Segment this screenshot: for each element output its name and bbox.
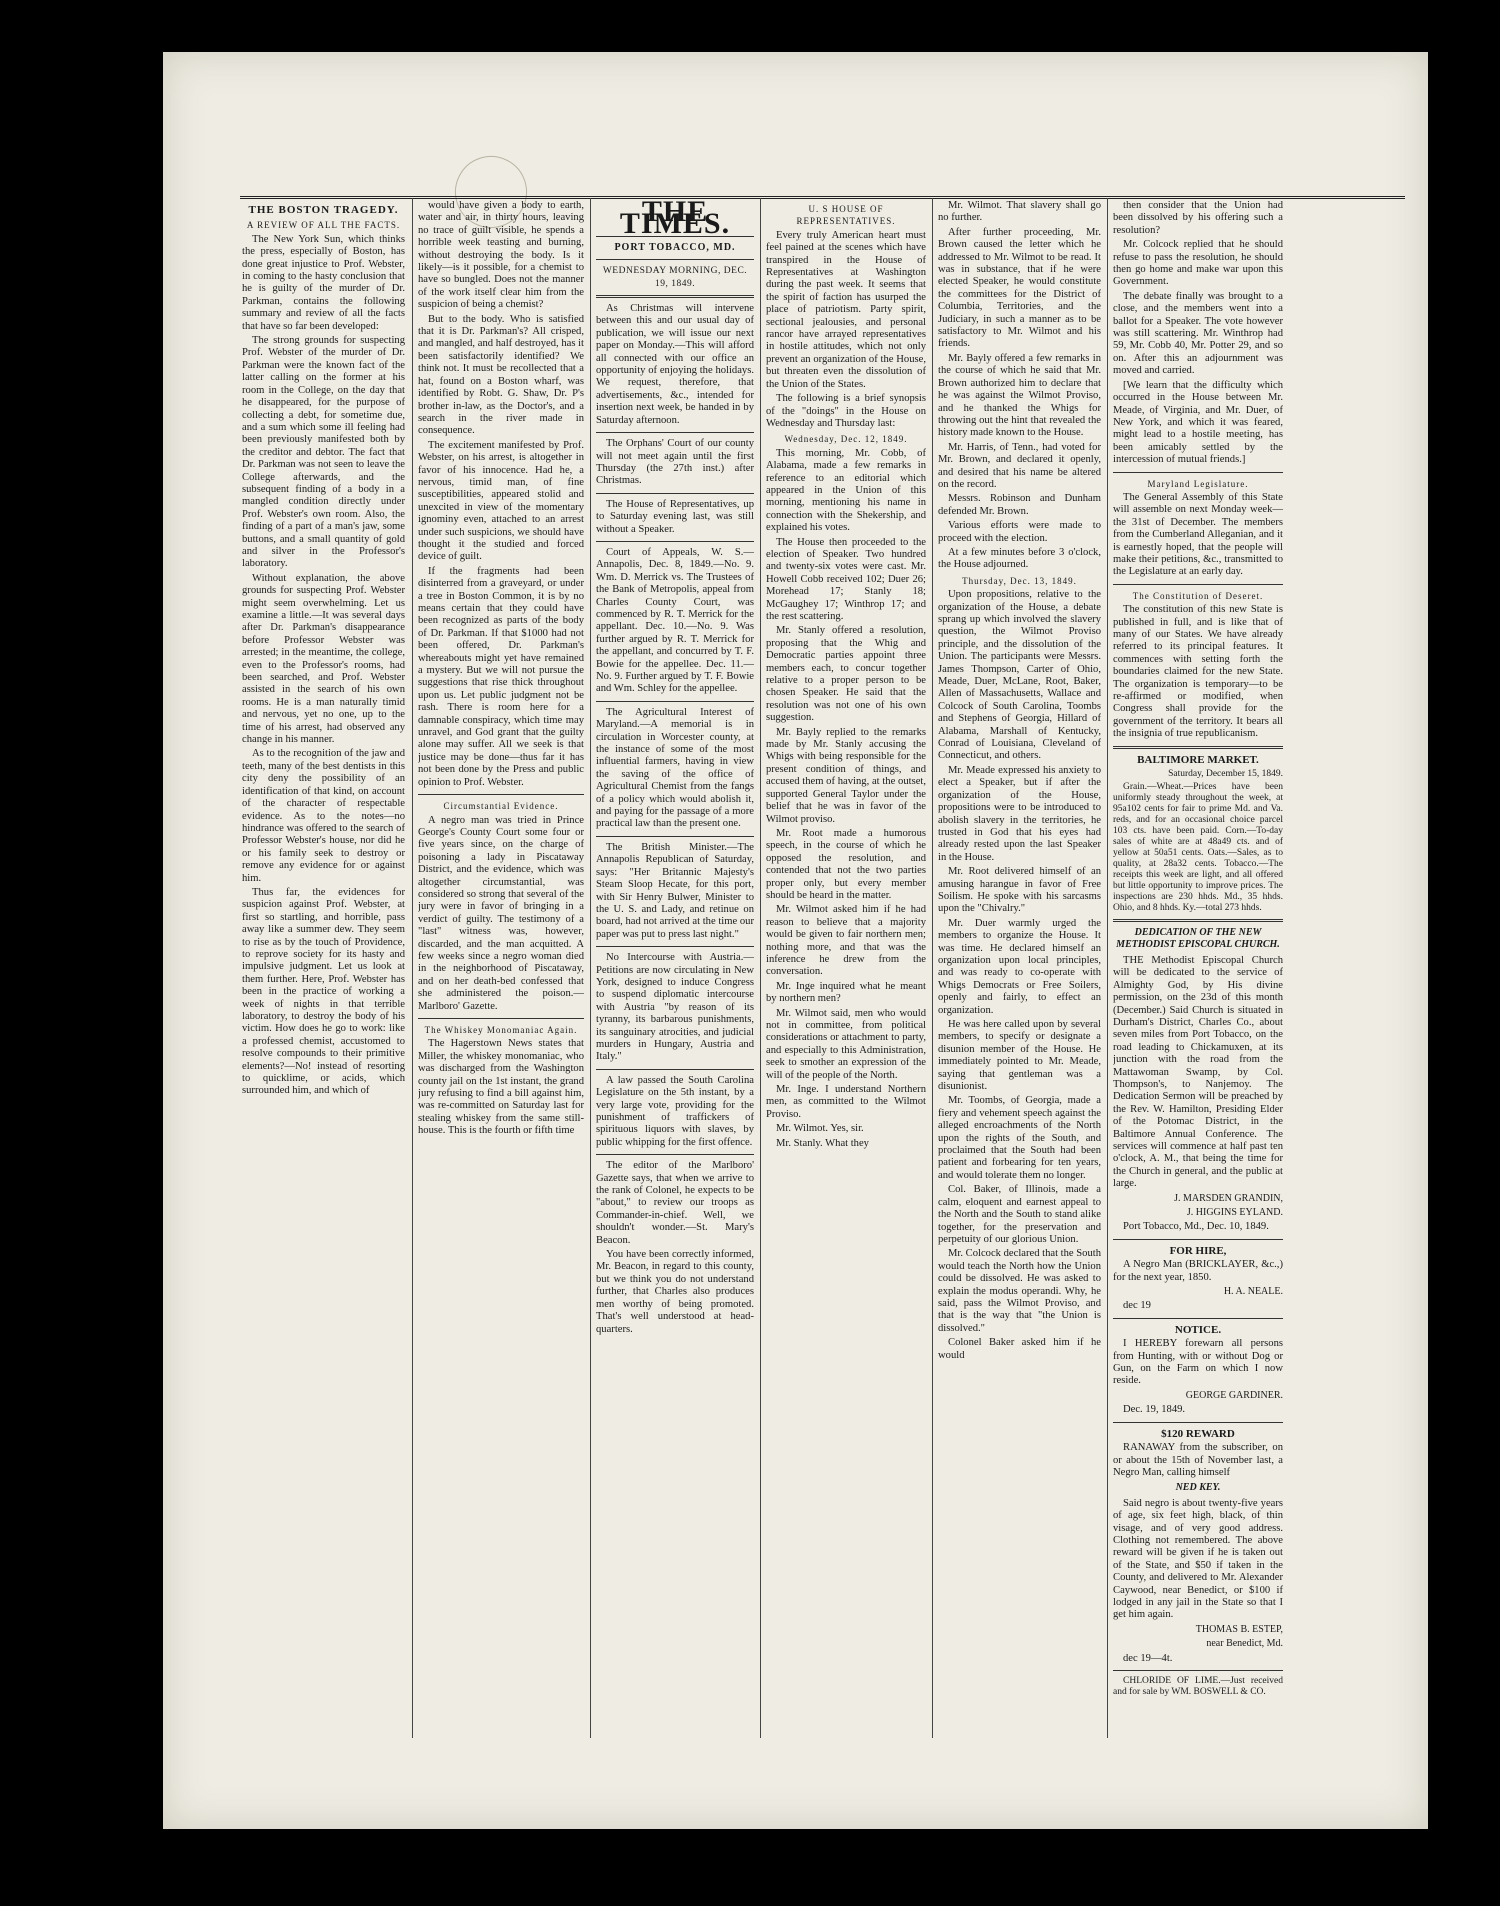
ad-date: dec 19: [1123, 1300, 1151, 1312]
paragraph: Mr. Wilmot. That slavery shall go no further.: [938, 200, 1101, 224]
dedication-place: Port Tobacco, Md., Dec. 10, 1849.: [1123, 1221, 1269, 1233]
paragraph: Mr. Root delivered himself of an amusing harangue in favor of Free Soilism. He spoke with his sarcasms upon the "Chivalry.": [938, 866, 1101, 915]
paragraph: Thus far, the evidences for suspicion against Prof. Webster, at first so startling, and horrible, pass away like a summer dew. They seem to rise as by the touch of Providence, to reprove society for its hasty and impulsive judgment. Let us look at them further. Here, Prof. Webster has been in the practice of working a week of nights in that terrible laboratory, to destroy the body of his victim. How does he go to work: like a professed chemist, accustomed to resolve compounds to their primitive elements?—No! instead of resorting to quicklime, or acids, which surrounded him, and which of: [242, 886, 405, 1097]
paragraph: The Agricultural Interest of Maryland.—A memorial is in circulation in Worcester county, at the instance of some of the most influential farmers, having in view the saving of the office of Agricultural Chemist from the fangs of a policy which would abolish it, and paying for the passage of a more practical law than the present one.: [596, 706, 754, 830]
divider: [596, 1069, 754, 1070]
newspaper-place: PORT TOBACCO, MD.: [614, 241, 736, 253]
ad-signature: H. A. NEALE.: [1223, 1286, 1283, 1298]
paragraph: A negro man was tried in Prince George's County Court some four or five years since, on the charge of poisoning a lady in Piscataway District, and the evidence, which was altogether circumstantial, was considered so strong that several of the jury were in favor of bringing in a verdict of guilty. The testimony of a "last" witness was, however, discarded, and the man acquitted. A few weeks since a negro woman died in the neighborhood of Piscataway, and on her death-bed confessed that she administered the poison.—Marlboro' Gazette.: [418, 814, 584, 1012]
market-date: Saturday, December 15, 1849.: [1168, 769, 1283, 780]
paragraph: The debate finally was brought to a close, and the members went into a ballot for a Speaker. The vote however was still scattering. Mr. Winthrop had 59, Mr. Cobb 40, Mr. Potter 29, and so on. After this an adjournment was moved and carried.: [1113, 290, 1283, 377]
paragraph: Various efforts were made to proceed with the election.: [938, 520, 1101, 544]
divider: [596, 1154, 754, 1155]
paragraph: Upon propositions, relative to the organization of the House, a debate sprang up which involved the slavery question, the Wilmot Proviso principle, and the dissolution of the Union. The participants were Messrs. James Thompson, Carter of Ohio, Meade, Duer, McLane, Root, Baker, Allen of Massachusetts, Wallace and Colcock of South Carolina, Toombs and Stephens of Georgia, Hillard of Alabama, Marshall of Kentucky, Conrad of Louisiana, Cleveland of Connecticut, and others.: [938, 589, 1101, 762]
paragraph: The strong grounds for suspecting Prof. Webster of the murder of Dr. Parkman were the known fact of the latter calling on the former at his room in the College, on the day that he disappeared, for the purpose of collecting a debt, for sometime due, and a sum which some ill feeling had been previously manifested both by the creditor and debtor. The fact that Dr. Parkman was not seen to leave the College afterwards, and the subsequent finding of a body in a mangled condition directly under Prof. Webster's own room. Also, the finding of a part of a man's jaw, some buttons, and a small quantity of gold and silver in the Professor's laboratory.: [242, 335, 405, 570]
paragraph: The following is a brief synopsis of the "doings" in the House on Wednesday and Thursday last:: [766, 393, 926, 429]
paragraph: Messrs. Robinson and Dunham defended Mr. Brown.: [938, 493, 1101, 517]
divider: [1113, 472, 1283, 473]
column-1: [242, 200, 405, 1740]
article-heading: The Constitution of Deseret.: [1132, 590, 1264, 601]
paragraph: After further proceeding, Mr. Brown caused the letter which he addressed to Mr. Wilmot to be read. It was in substance, that if he were elected Speaker, he would constitute the committees for the District of Columbia, Territories, and the Judiciary, in such a manner as to be satisfactory to Mr. Wilmot and his friends.: [938, 226, 1101, 350]
paragraph: Mr. Wilmot asked him if he had reason to believe that a majority would be given to fair northern men; nothing more, and that was the inference he drew from the conversation.: [766, 904, 926, 978]
paragraph: The Hagerstown News states that Miller, the whiskey monomaniac, who was discharged from the Washington county jail on the 1st instant, the grand jury refusing to find a bill against him, was re-committed on Saturday last for stealing whiskey from the same still-house. This is the fourth or fifth time: [418, 1038, 584, 1137]
column-5: [938, 200, 1101, 1740]
paragraph: No Intercourse with Austria.—Petitions are now circulating in New York, designed to induce Congress to suspend diplomatic intercourse with Austria "by reason of its tyranny, its barbarous punishments, its sanguinary atrocities, and judicial murders in Hungary, Austria and Italy.": [596, 952, 754, 1063]
paragraph: Mr. Duer warmly urged the members to organize the House. It was time. He declared himself an organization upon local principles, and was ready to co-operate with Whigs Democrats or Free Soilers, openly and fairly, to effect an organization.: [938, 917, 1101, 1016]
divider: [596, 946, 754, 947]
ad-text: RANAWAY from the subscriber, on or about the 15th of November last, a Negro Man, calling himself: [1113, 1442, 1283, 1478]
ad-signature: near Benedict, Md.: [1206, 1638, 1283, 1650]
paragraph: The editor of the Marlboro' Gazette says, that when we arrive to the rank of Colonel, he expects to be "about," to review our troops as Commander-in-chief. Well, we shouldn't wonder.—St. Mary's Beacon.: [596, 1160, 754, 1246]
paragraph: Court of Appeals, W. S.—Annapolis, Dec. 8, 1849.—No. 9. Wm. D. Merrick vs. The Trustees of the Bank of Metropolis, appeal from Charles County Court, was commenced by R. T. Merrick for the appellant. Dec. 10.—No. 9. Was further argued by R. T. Merrick for the appellant, and concurred by T. F. Bowie for the appellee. Dec. 11.—No. 9. Further argued by T. F. Bowie and Wm. Schley for the appellee.: [596, 546, 754, 695]
article-heading: Maryland Legislature.: [1147, 478, 1249, 489]
newspaper-date: WEDNESDAY MORNING, DEC. 19, 1849.: [602, 266, 748, 289]
subheadline: A REVIEW OF ALL THE FACTS.: [246, 220, 401, 231]
ad-title: FOR HIRE,: [1169, 1244, 1227, 1257]
dateline: Thursday, Dec. 13, 1849.: [962, 575, 1077, 586]
divider: [1113, 919, 1283, 922]
divider: [1113, 1422, 1283, 1423]
paragraph: Mr. Bayly replied to the remarks made by Mr. Stanly accusing the Whigs with being responsible for the present condition of things, and accused them of having, at the outset, supported General Taylor under the belief that he was in favor of the Wilmot proviso.: [766, 726, 926, 825]
ad-title: $120 REWARD: [1161, 1427, 1235, 1440]
paragraph: Mr. Colcock replied that he should refuse to pass the resolution, he should then go home and make war upon this Government.: [1113, 239, 1283, 288]
ad-date: Dec. 19, 1849.: [1123, 1404, 1186, 1416]
divider: [1113, 1670, 1283, 1671]
paragraph: Col. Baker, of Illinois, made a calm, eloquent and earnest appeal to the North and the South to stand alike together, for the preservation and perpetuity of our glorious Union.: [938, 1184, 1101, 1245]
article-heading: The Whiskey Monomaniac Again.: [424, 1025, 578, 1035]
divider: [596, 493, 754, 494]
paragraph: Mr. Inge inquired what he meant by northern men?: [766, 980, 926, 1005]
paragraph: Without explanation, the above grounds for suspecting Prof. Webster might seem overwhelming. Let us examine a little.—It was several days after Dr. Parkman's disappearance before Professor Webster was arrested; in the meantime, the college, even to the Professor's rooms, had been searched, and Prof. Webster assisted in the search of his own rooms. He is a man naturally timid and nervous, yet no one, up to the time of his arrest, had observed any change in his manner.: [242, 572, 405, 746]
divider: [1113, 746, 1283, 749]
column-divider: [932, 198, 933, 1738]
paragraph: Mr. Stanly offered a resolution, proposing that the Whig and Democratic parties appoint three members each, to concur together relative to a proper person to be chosen Speaker. He said that the resolution was not one of his own suggestion.: [766, 625, 926, 724]
paragraph: The British Minister.—The Annapolis Republican of Saturday, says: "Her Britannic Majesty's Steam Sloop Hecate, for this port, with Sir Henry Bulwer, Minister to the U. S. and Lady, and retinue on board, had not arrived at the time our paper was put to press last night.": [596, 841, 754, 940]
ad-text: I HEREBY forewarn all persons from Hunting, with or without Dog or Gun, on the Farm on which I now reside.: [1113, 1338, 1283, 1387]
headline: U. S HOUSE OF REPRESENTATIVES.: [796, 204, 896, 227]
paragraph: Mr. Toombs, of Georgia, made a fiery and vehement speech against the alleged encroachments of the North upon the rights of the South, and proclaimed that the South had been patient and forbearing for ten years, and would tolerate them no longer.: [938, 1095, 1101, 1181]
paragraph: The constitution of this new State is published in full, and is like that of many of our States. We have already referred to its principal features. It commences with setting forth the boundaries claimed for the new State. The organization is temporary—to be re-affirmed or modified, when Congress shall provide for the government of the territory. It bears all the insignia of true republicanism.: [1113, 604, 1283, 740]
divider: [596, 701, 754, 702]
dedication-text: THE Methodist Episcopal Church will be dedicated to the service of Almighty God, by His divine permission, on the 23d of this month (December.) Said Church is situated in Durham's District, Charles Co., about seven miles from Port Tobacco, on the road leading to Chickamuxen, at its junction with the road from the Mattawoman Swamp, by Col. Thompson's, to Nanjemoy. The Dedication Sermon will be preached by the Rev. W. Hamilton, Presiding Elder of the Potomac District, in the Baltimore Annual Conference. The services will commence at half past ten o'clock, A. M., that being the time for the Church in general, and the public at large.: [1113, 954, 1283, 1190]
headline: THE BOSTON TRAGEDY.: [248, 204, 399, 216]
column-6: [1113, 200, 1283, 1740]
dedication-signature: J. HIGGINS EYLAND.: [1186, 1207, 1283, 1218]
divider: [596, 836, 754, 837]
divider: [1113, 584, 1283, 585]
ad-signature: GEORGE GARDINER.: [1185, 1389, 1283, 1401]
ad-text: A Negro Man (BRICKLAYER, &c.,) for the next year, 1850.: [1113, 1259, 1283, 1283]
paragraph: A law passed the South Carolina Legislature on the 5th instant, by a very large vote, providing for the punishment of traffickers of spirituous liquors with slaves, by public whipping for the first offence.: [596, 1074, 754, 1148]
paragraph: This morning, Mr. Cobb, of Alabama, made a few remarks in reference to an editorial which appeared in the Union of this morning, mentioning his name in connection with the Shekership, and explained his votes.: [766, 447, 926, 534]
paragraph: Mr. Meade expressed his anxiety to elect a Speaker, but if after the organization of the House, propositions were to be introduced to abolish slavery in the territories, he trusted in God that his eyes had already rested upon the last Speaker in the House.: [938, 764, 1101, 863]
masthead: [596, 200, 754, 298]
paragraph: Mr. Wilmot. Yes, sir.: [776, 1123, 864, 1135]
divider: [596, 295, 754, 298]
paragraph: Mr. Inge. I understand Northern men, as committed to the Wilmot Proviso.: [766, 1084, 926, 1120]
column-3: [596, 200, 754, 1740]
paragraph: He was here called upon by several members, to specify or designate a disunion member of the House. He immediately pointed to Mr. Meade, saying that gentleman was a disunionist.: [938, 1019, 1101, 1093]
market-report: Grain.—Wheat.—Prices have been uniformly steady throughout the week, at 95a102 cents for fair to prime Md. and Va. reds, and for an occasional choice parcel 103 cts. have been paid. Corn.—To-day sales of white are at 48a49 cts. and of yellow at 50a51 cents. Oats.—Sales, as to quality, at 28a32 cents. Tobacco.—The receipts this week are light, and all offered but little opportunity to improve prices. The inspections are 230 hhds. Md., 35 hhds. Ohio, and 8 hhds. Ky.—total 273 hhds.: [1113, 782, 1283, 914]
paragraph: You have been correctly informed, Mr. Beacon, in regard to this county, but we think you do not understand further, that Charles also produces men worthy of being promoted. That's well understood at head-quarters.: [596, 1249, 754, 1335]
dateline: Wednesday, Dec. 12, 1849.: [784, 434, 908, 445]
divider: [596, 259, 754, 260]
paragraph: The New York Sun, which thinks the press, especially of Boston, has done great injustice to Prof. Webster, in coming to the hasty conclusion that he is guilty of the murder of Dr. Parkman, contains the following summary and review of all the facts that have so far been developed:: [242, 233, 405, 332]
ad-text: CHLORIDE OF LIME.—Just received and for sale by WM. BOSWELL & CO.: [1113, 1676, 1283, 1697]
paragraph: The House of Representatives, up to Saturday evening last, was still without a Speaker.: [596, 498, 754, 535]
page-top-rule: [240, 196, 1405, 199]
paragraph: Mr. Wilmot said, men who would not in committee, from political considerations or attachment to party, and especially to this Administration, seek to smother an expression of the will of the people of the North.: [766, 1007, 926, 1081]
column-2: [418, 200, 584, 1740]
dedication-signature: J. MARSDEN GRANDIN,: [1174, 1192, 1283, 1204]
column-divider: [760, 198, 761, 1738]
divider: [596, 432, 754, 433]
ad-date: dec 19—4t.: [1123, 1652, 1173, 1664]
paragraph: Mr. Colcock declared that the South would teach the North how the Union could be dissolved. He was asked to explain the modus operandi. Why, he said, pass the Wilmot Proviso, and that is the way that "the Union is dissolved.": [938, 1248, 1101, 1334]
divider: [596, 541, 754, 542]
paragraph: Mr. Bayly offered a few remarks in the course of which he said that Mr. Brown authorized him to declare that he was against the Wilmot Proviso, and he thanked the Whigs for throwing out the hint that revealed the history made known to the House.: [938, 352, 1101, 439]
column-divider: [412, 198, 413, 1738]
runaway-name: NED KEY.: [1175, 1482, 1221, 1494]
paragraph: As Christmas will intervene between this and our usual day of publication, we will issue our next paper on Monday.—This will afford all connected with our office an opportunity of enjoying the holidays. We request, therefore, that advertisements, &c., intended for insertion next week, be handed in by Saturday afternoon.: [596, 303, 754, 426]
paragraph: Mr. Stanly. What they: [776, 1137, 869, 1149]
divider: [1113, 1239, 1283, 1240]
paragraph: The House then proceeded to the election of Speaker. Two hundred and twenty-six votes were cast. Mr. Howell Cobb received 102; Duer 26; Morehead 17; Stanly 18; McGaughey 17; Winthrop 17; and the rest scattering.: [766, 536, 926, 622]
divider: [418, 794, 584, 795]
column-divider: [590, 198, 591, 1738]
ad-text: Said negro is about twenty-five years of age, six feet high, black, of thin visage, and of very good address. Clothing not remembered. The above reward will be given if he is taken out of the State, and $50 if taken in the County, and delivered to Mr. Alexander Caywood, near Benedict, or $100 if lodged in any jail in the State so that I get him again.: [1113, 1497, 1283, 1621]
paragraph: Mr. Harris, of Tenn., had voted for Mr. Brown, and declared it openly, and desired that his name be altered on the record.: [938, 441, 1101, 490]
paragraph: As to the recognition of the jaw and teeth, many of the best dentists in this city deny the possibility of an identification of that kind, on account of the character of respectable evidence. As to the notes—no hindrance was offered to the search of Professor Webster's house, nor did he or his family seek to destroy or remove any evidence for or against him.: [242, 748, 405, 884]
paragraph: The General Assembly of this State will assemble on next Monday week—the 31st of December. The members from the Cumberland Alleganian, and it is earnestly hoped, that the people will make their petitions, &c., transmitted to the Legislature at an early day.: [1113, 491, 1283, 578]
paragraph: But to the body. Who is satisfied that it is Dr. Parkman's? All crisped, and mangled, and half destroyed, has it been satisfactorily identified? We think not. It must be recollected that a hat, found on a Boston wharf, was identified by Robt. G. Shaw, Dr. P's brother in-law, as the Doctor's, and a search in the river made in consequence.: [418, 313, 584, 437]
dedication-title: DEDICATION OF THE NEW METHODIST EPISCOPAL CHURCH.: [1116, 927, 1280, 951]
column-divider: [1107, 198, 1108, 1738]
ad-title: NOTICE.: [1174, 1323, 1222, 1336]
paragraph: [We learn that the difficulty which occurred in the House between Mr. Meade, of Virginia, and Mr. Duer, of New York, and which it was feared, might lead to a hostile meeting, has been amicably settled by the intercession of mutual friends.]: [1113, 379, 1283, 466]
ad-signature: THOMAS B. ESTEP,: [1195, 1623, 1283, 1635]
paragraph: Mr. Root made a humorous speech, in the course of which he opposed the resolution, and contended that not the two parties proper only, but every member should be heard in the matter.: [766, 827, 926, 901]
article-heading: Circumstantial Evidence.: [443, 801, 559, 812]
divider: [1113, 1318, 1283, 1319]
market-title: BALTIMORE MARKET.: [1137, 753, 1259, 766]
column-4: [766, 200, 926, 1740]
paragraph: would have given a body to earth, water and air, in thirty hours, leaving no trace of guilt visible, he spends a horrible week teasting and burning, without destroying the body. Is it likely—is it possible, for a chemist to have so bungled. Does not the manner of the work itself clear him from the suspicion of being a chemist?: [418, 200, 584, 311]
paragraph: then consider that the Union had been dissolved by his offering such a resolution?: [1113, 200, 1283, 236]
paragraph: The excitement manifested by Prof. Webster, on his arrest, is altogether in favor of his innocence. Had he, a nervous, timid man, of fine susceptibilities, appeared stolid and unexcited in view of the momentary ignominy even, attached to an arrest under such suspicions, we should have thought it the studied and forced device of guilt.: [418, 439, 584, 563]
paragraph: At a few minutes before 3 o'clock, the House adjourned.: [938, 546, 1101, 571]
divider: [418, 1018, 584, 1019]
paragraph: If the fragments had been disinterred from a graveyard, or under a tree in Boston Common, it is by no means certain that they could have been recognized as parts of the body of Dr. Parkman. If that $1000 had not been offered, Dr. Parkman's whereabouts might yet have remained a mystery. But we will not pursue the suggestions that rise thick throughout upon us. Let public judgment not be rash. There is room here for a damnable conspiracy, which time may unravel, and God grant that the guilty alone may suffer. All we seek is that justice may be done—thus far it has not been done by the Press and public opinion to Prof. Webster.: [418, 565, 584, 788]
paragraph: Colonel Baker asked him if he would: [938, 1337, 1101, 1361]
newspaper-title: THE TIMES.: [619, 200, 731, 241]
paragraph: Every truly American heart must feel pained at the scenes which have transpired in the House of Representatives at Washington during the past week. It seems that the spirit of faction has usurped the place of patriotism. Party spirit, sectional jealousies, and personal rancor have arrayed representatives in hostile attitudes, which not only prevent an organization of the House, but threaten even the dissolution of the Union of the States.: [766, 229, 926, 390]
paragraph: The Orphans' Court of our county will not meet again until the first Thursday (the 27th inst.) after Christmas.: [596, 438, 754, 487]
